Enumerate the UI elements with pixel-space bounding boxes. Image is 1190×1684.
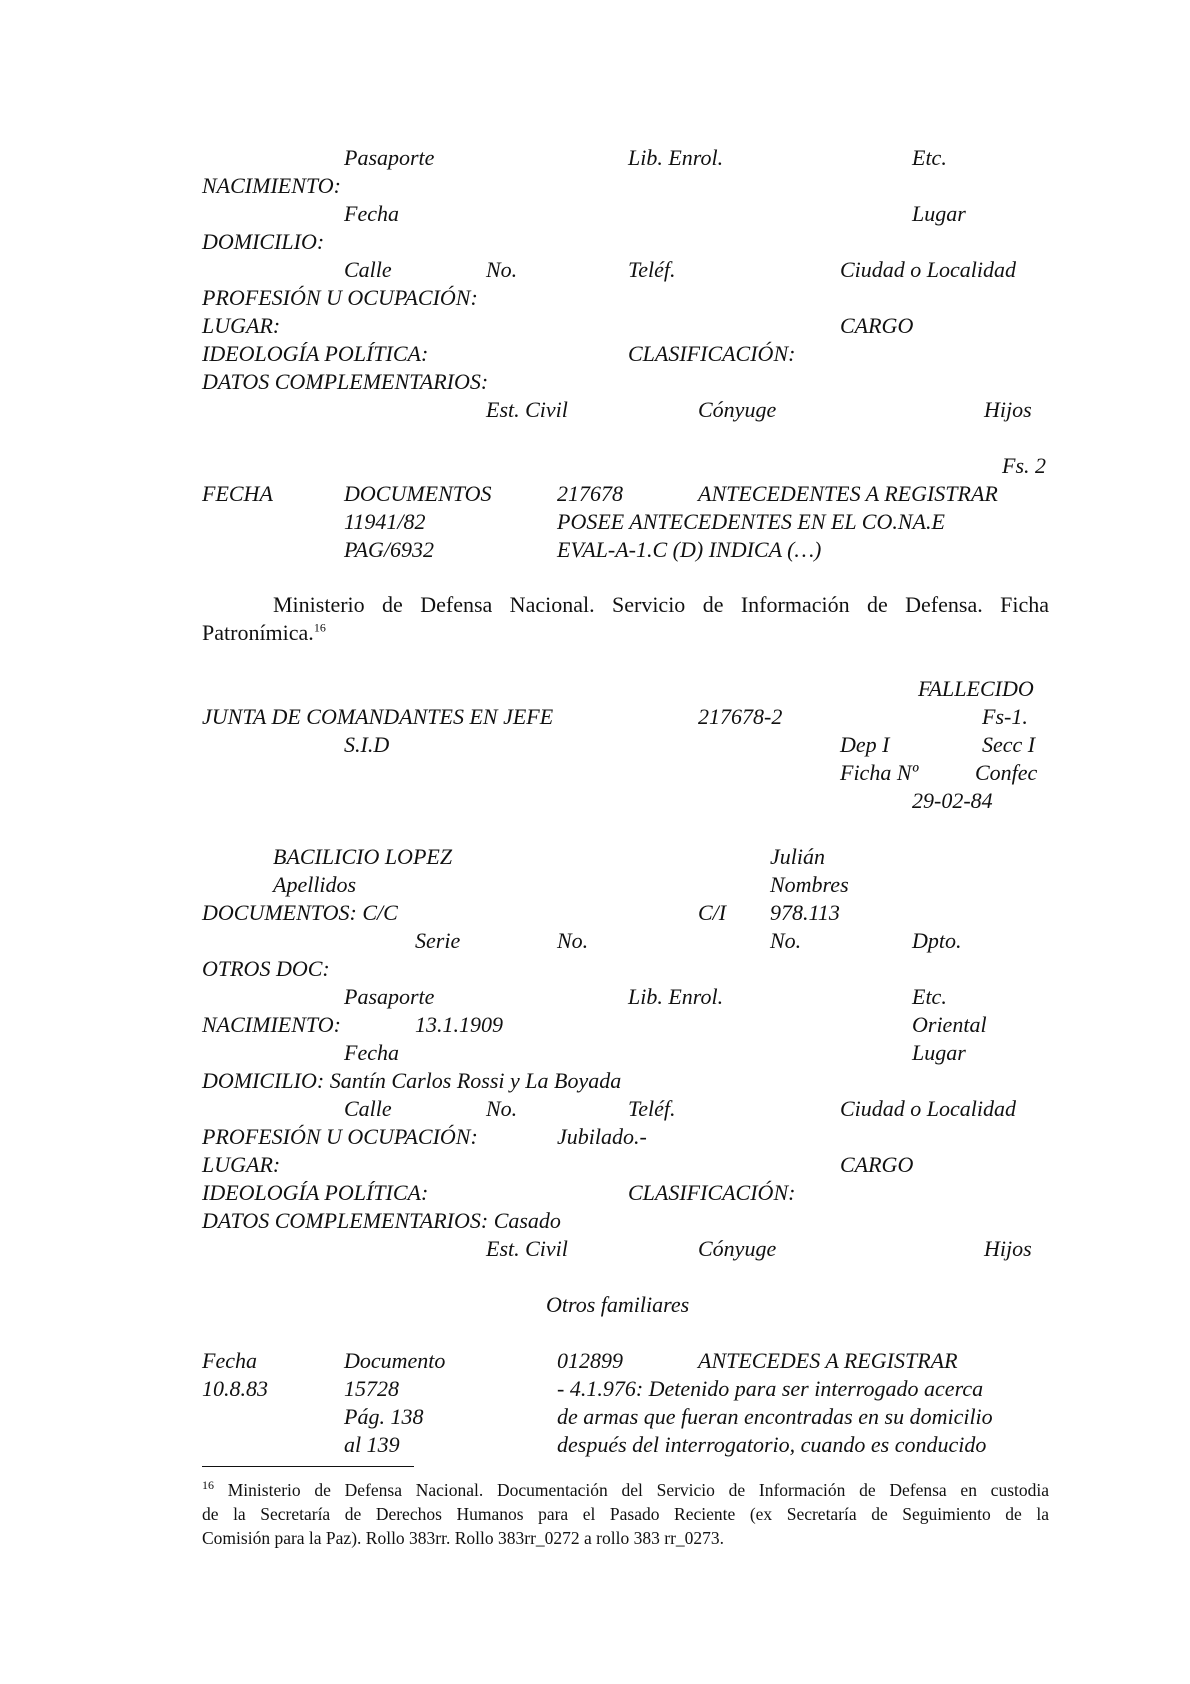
est-civil-label: Est. Civil — [486, 397, 568, 422]
nacimiento-label-2: NACIMIENTO: — [202, 1012, 341, 1037]
domicilio-no-label: No. — [486, 257, 518, 282]
nacimiento-fecha-value: 13.1.1909 — [415, 1012, 503, 1037]
rec-doc: 15728 — [344, 1376, 399, 1401]
conyuge-label: Cónyuge — [698, 397, 777, 422]
lib-enrol-label: Lib. Enrol. — [628, 984, 724, 1009]
domicilio-line: DOMICILIO: Santín Carlos Rossi y La Boyada — [202, 1068, 622, 1093]
paragraph-line-1: Ministerio de Defensa Nacional. Servicio de Información de Defensa. Ficha — [273, 592, 1049, 617]
serie-label: Serie — [415, 928, 461, 953]
confec-date: 29-02-84 — [912, 788, 993, 813]
footnote-line-2: de la Secretaría de Derechos Humanos para el Pasado Reciente (ex Secretaría de Seguimiento de la — [202, 1504, 1049, 1524]
domicilio-label: DOMICILIO: — [202, 229, 325, 254]
rec-line-1: - 4.1.976: Detenido para ser interrogado acerca — [557, 1376, 984, 1401]
records-antecedentes-header: ANTECEDENTES A REGISTRAR — [698, 481, 998, 506]
nacimiento-fecha-label: Fecha — [344, 201, 399, 226]
domicilio-calle-label: Calle — [344, 257, 392, 282]
rec-date: 10.8.83 — [202, 1376, 268, 1401]
doc-type-etc: Etc. — [912, 145, 947, 170]
records-doc-1: 11941/82 — [344, 509, 426, 534]
clasificacion-label-2: CLASIFICACIÓN: — [628, 1180, 796, 1205]
card-file-number: 217678-2 — [698, 704, 783, 729]
profesion-label: PROFESIÓN U OCUPACIÓN: — [202, 285, 478, 310]
records-fecha-header: FECHA — [202, 481, 273, 506]
datos-complementarios-label: DATOS COMPLEMENTARIOS: — [202, 369, 489, 394]
ciudad-label: Ciudad o Localidad — [840, 1096, 1017, 1121]
etc-label: Etc. — [912, 984, 947, 1009]
rec-fecha-header: Fecha — [202, 1348, 257, 1373]
junta-header: JUNTA DE COMANDANTES EN JEFE — [202, 704, 554, 729]
folio-number: Fs. 2 — [1002, 453, 1046, 478]
records-line-1: POSEE ANTECEDENTES EN EL CO.NA.E — [557, 509, 945, 534]
ci-value: 978.113 — [770, 900, 840, 925]
apellidos-value: BACILICIO LOPEZ — [273, 844, 453, 869]
footnote-line-1 — [202, 1479, 1049, 1501]
otros-doc-label: OTROS DOC: — [202, 956, 330, 981]
sid-label: S.I.D — [344, 732, 390, 757]
rec-documento-header: Documento — [344, 1348, 446, 1373]
nacimiento-label: NACIMIENTO: — [202, 173, 341, 198]
profesion-value: Jubilado.- — [557, 1124, 647, 1149]
rec-line-3: después del interrogatorio, cuando es conducido — [557, 1432, 987, 1457]
footnote-number: 16 — [202, 1478, 214, 1493]
datos-complementarios-line: DATOS COMPLEMENTARIOS: Casado — [202, 1208, 561, 1233]
dpto-label: Dpto. — [912, 928, 962, 953]
conyuge-label-2: Cónyuge — [698, 1236, 777, 1261]
hijos-label: Hijos — [984, 397, 1032, 422]
domicilio-ciudad-label: Ciudad o Localidad — [840, 257, 1017, 282]
rec-pag: Pág. 138 — [344, 1404, 424, 1429]
rec-antecedes-header: ANTECEDES A REGISTRAR — [698, 1348, 958, 1373]
cargo-label-2: CARGO — [840, 1152, 914, 1177]
telef-label: Teléf. — [628, 1096, 676, 1121]
dep-label: Dep I — [840, 732, 890, 757]
nombres-label: Nombres — [770, 872, 849, 897]
card-folio: Fs-1. — [982, 704, 1028, 729]
doc-type-lib-enrol: Lib. Enrol. — [628, 145, 724, 170]
est-civil-label-2: Est. Civil — [486, 1236, 568, 1261]
profesion-label-2: PROFESIÓN U OCUPACIÓN: — [202, 1124, 478, 1149]
records-doc-2: PAG/6932 — [344, 537, 435, 562]
ideologia-label: IDEOLOGÍA POLÍTICA: — [202, 341, 429, 366]
records-documentos-header: DOCUMENTOS — [344, 481, 492, 506]
fallecido-label: FALLECIDO — [918, 676, 1034, 701]
footnote-line-3: Comisión para la Paz). Rollo 383rr. Rollo 383rr_0272 a rollo 383 rr_0273. — [202, 1528, 725, 1548]
secc-label: Secc I — [982, 732, 1036, 757]
footnote-text-1: Ministerio de Defensa Nacional. Documentación del Servicio de Información de Defensa en custodia — [227, 1480, 1049, 1500]
nacimiento-lugar-value: Oriental — [912, 1012, 987, 1037]
paragraph-text: Patronímica. — [202, 620, 314, 645]
rec-file-number: 012899 — [557, 1348, 623, 1373]
hijos-label-2: Hijos — [984, 1236, 1032, 1261]
calle-label: Calle — [344, 1096, 392, 1121]
lugar-label-2: LUGAR: — [202, 1152, 281, 1177]
domicilio-telef-label: Teléf. — [628, 257, 676, 282]
footnote-reference: 16 — [313, 620, 326, 635]
records-file-number: 217678 — [557, 481, 623, 506]
calle-no-label: No. — [486, 1096, 518, 1121]
ideologia-label-2: IDEOLOGÍA POLÍTICA: — [202, 1180, 429, 1205]
rec-line-2: de armas que fueran encontradas en su domicilio — [557, 1404, 993, 1429]
serie-no-label: No. — [557, 928, 589, 953]
documentos-label: DOCUMENTOS: C/C — [202, 900, 398, 925]
ficha-label: Ficha Nº — [840, 760, 919, 785]
nacimiento-fecha-label-2: Fecha — [344, 1040, 399, 1065]
confec-label: Confec — [975, 760, 1038, 785]
cargo-label: CARGO — [840, 313, 914, 338]
ci-no-label: No. — [770, 928, 802, 953]
clasificacion-label: CLASIFICACIÓN: — [628, 341, 796, 366]
ci-label: C/I — [698, 900, 727, 925]
apellidos-label: Apellidos — [273, 872, 357, 897]
doc-type-pasaporte: Pasaporte — [344, 145, 435, 170]
footnote-separator — [202, 1466, 414, 1467]
paragraph-line-2 — [202, 619, 326, 647]
rec-al: al 139 — [344, 1432, 400, 1457]
nacimiento-lugar-label-2: Lugar — [912, 1040, 966, 1065]
lugar-label: LUGAR: — [202, 313, 281, 338]
nacimiento-lugar-label: Lugar — [912, 201, 966, 226]
records-line-2: EVAL-A-1.C (D) INDICA (…) — [557, 537, 822, 562]
otros-familiares-heading: Otros familiares — [546, 1292, 690, 1317]
nombres-value: Julián — [770, 844, 825, 869]
pasaporte-label: Pasaporte — [344, 984, 435, 1009]
